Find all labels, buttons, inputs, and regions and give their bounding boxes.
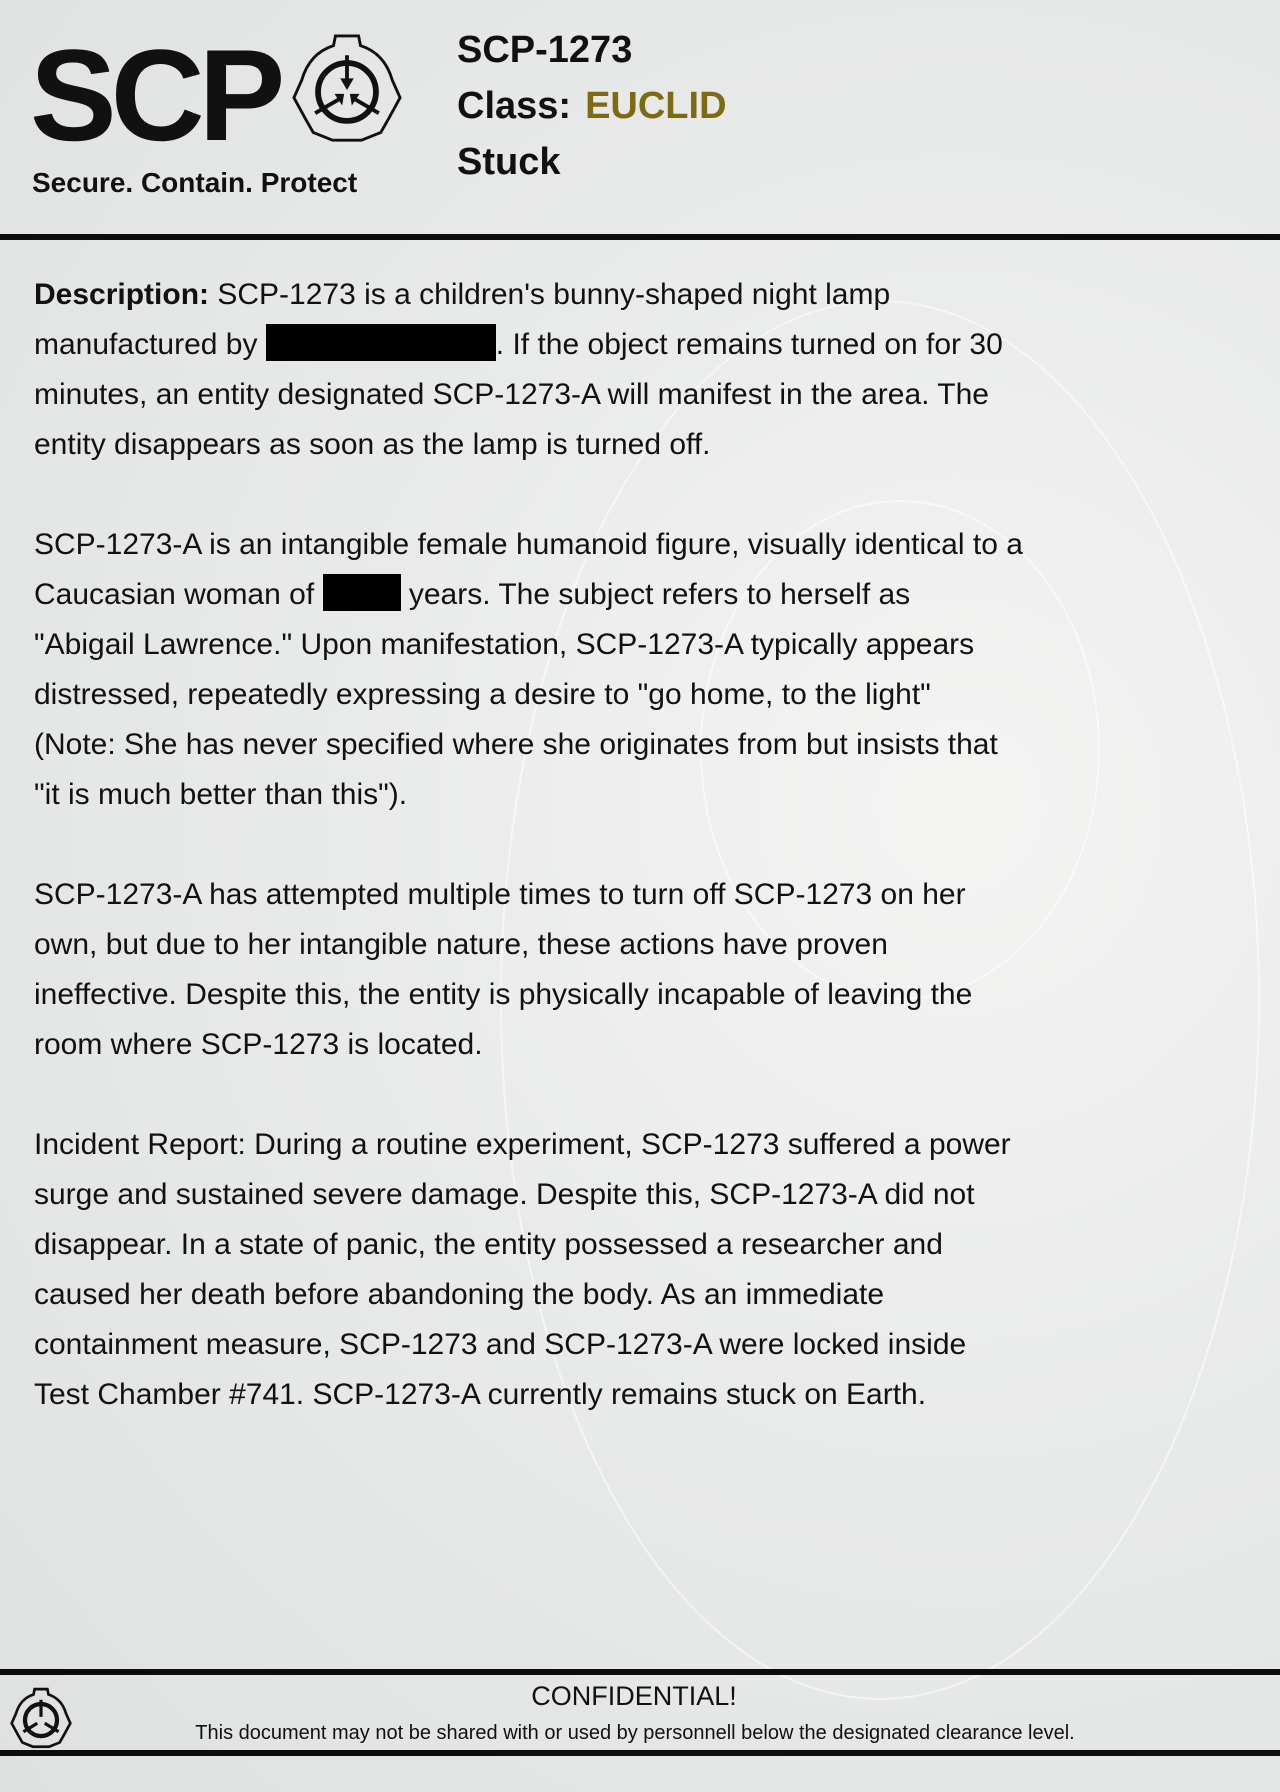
behavior-paragraph: [34, 870, 1254, 1070]
incident-paragraph: [34, 1120, 1254, 1420]
confidential-label: CONFIDENTIAL!: [531, 1681, 737, 1711]
scp-tagline: Secure. Contain. Protect: [32, 167, 358, 198]
description-paragraph: [34, 270, 1254, 470]
clearance-disclaimer: This document may not be shared with or used by personnell below the designated clearance level.: [195, 1722, 1075, 1744]
scp-emblem-icon: [292, 32, 402, 148]
text-line: . If the object remains turned on for 30: [495, 328, 1003, 361]
description-label: Description:: [34, 278, 210, 311]
text-line: ineffective. Despite this, the entity is physically incapable of leaving the: [34, 978, 973, 1011]
text-line: distressed, repeatedly expressing a desire to "go home, to the light": [34, 678, 931, 711]
text-line: minutes, an entity designated SCP-1273-A will manifest in the area. The: [34, 378, 989, 411]
document-body: [34, 270, 1254, 1470]
header-divider: [0, 234, 1280, 240]
text-line: caused her death before abandoning the body. As an immediate: [34, 1278, 885, 1311]
footer-divider-top: [0, 1669, 1280, 1675]
redaction-bar: [323, 574, 401, 611]
text-line: Caucasian woman of: [34, 578, 323, 611]
item-number: SCP-1273: [457, 29, 633, 71]
text-line: SCP-1273 is a children's bunny-shaped night lamp: [209, 278, 891, 311]
class-value: EUCLID: [585, 85, 727, 127]
text-line: own, but due to her intangible nature, these actions have proven: [34, 928, 888, 961]
text-line: "it is much better than this").: [34, 778, 408, 811]
text-line: Incident Report: During a routine experiment, SCP-1273 suffered a power: [34, 1128, 1011, 1161]
footer-divider-bottom: [0, 1750, 1280, 1756]
text-line: "Abigail Lawrence." Upon manifestation, SCP-1273-A typically appears: [34, 628, 975, 661]
text-line: (Note: She has never specified where she originates from but insists that: [34, 728, 998, 761]
object-class: [457, 84, 727, 128]
item-title: Stuck: [457, 141, 561, 183]
class-label: Class:: [457, 85, 572, 127]
text-line: SCP-1273-A has attempted multiple times to turn off SCP-1273 on her: [34, 878, 966, 911]
text-line: Test Chamber #741. SCP-1273-A currently remains stuck on Earth.: [34, 1378, 927, 1411]
text-line: room where SCP-1273 is located.: [34, 1028, 483, 1061]
text-line: containment measure, SCP-1273 and SCP-1273-A were locked inside: [34, 1328, 967, 1361]
scp-logo-text: SCP: [30, 22, 280, 168]
text-line: surge and sustained severe damage. Despite this, SCP-1273-A did not: [34, 1178, 975, 1211]
text-line: years. The subject refers to herself as: [400, 578, 911, 611]
text-line: manufactured by: [34, 328, 266, 361]
entity-paragraph: [34, 520, 1254, 820]
text-line: SCP-1273-A is an intangible female humanoid figure, visually identical to a: [34, 528, 1023, 561]
text-line: entity disappears as soon as the lamp is turned off.: [34, 428, 711, 461]
redaction-bar: [266, 324, 496, 361]
text-line: disappear. In a state of panic, the entity possessed a researcher and: [34, 1228, 943, 1261]
